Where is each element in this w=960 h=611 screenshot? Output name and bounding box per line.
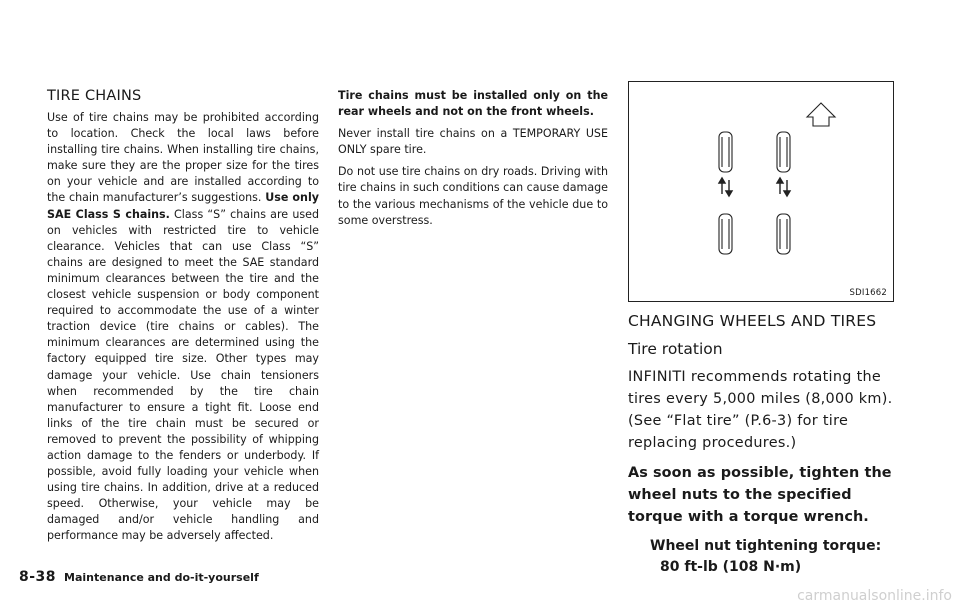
- tire-icon: [777, 132, 790, 172]
- tire-chains-heading: TIRE CHAINS: [47, 88, 142, 104]
- tire-rotation-figure: [628, 81, 894, 302]
- rotation-paragraph: INFINITI recommends rotating the tires every 5,000 miles (8,000 km). (See “Flat tire” (P.6-3) for tire replacing procedures.): [628, 369, 893, 451]
- torque-warning: As soon as possible, tighten the wheel nuts to the specified torque with a torque wrench.: [628, 465, 892, 525]
- page-number: 8-38: [19, 569, 57, 585]
- sae-class-s-note: Use only SAE Class S chains.: [47, 191, 319, 221]
- tire-rotation-diagram: [629, 82, 893, 301]
- watermark: carmanualsonline.info: [797, 588, 952, 604]
- tire-chains-column: [47, 88, 319, 551]
- dry-roads-note: Do not use tire chains on dry roads. Driving with tire chains in such conditions can cause damage to the various mechanisms of the vehicle due to some overstress.: [338, 165, 608, 227]
- tire-rotation-subheading: Tire rotation: [628, 340, 723, 358]
- tire-chains-column-2: [338, 88, 608, 235]
- torque-label: Wheel nut tightening torque:: [650, 538, 882, 554]
- figure-label: SDI1662: [849, 288, 887, 298]
- changing-wheels-column: [628, 312, 896, 578]
- tire-icon: [719, 214, 732, 254]
- swap-arrow-icon: [777, 178, 790, 196]
- front-arrow-icon: [807, 103, 835, 126]
- tire-chains-paragraph: Use of tire chains may be prohibited according to location. Check the local laws before installing tire chains. When installing tire chains, make sure they are the proper size for the tires on your vehicle and are installed according to the chain manufacturer’s suggestions. Use only SAE Class S chains. Class “S” chains are used on vehicles with restricted tire to vehicle clearance. Vehicles that can use Class “S” chains are designed to meet the SAE standard minimum clearances between the tire and the closest vehicle suspension or body component required to accommodate the use of a winter traction device (tire chains or cables). The minimum clearances are determined using the factory equipped tire size. Other types may damage your vehicle. Use chain tensioners when recommended by the tire chain manufacturer to ensure a tight fit. Loose end links of the tire chain must be secured or removed to prevent the possibility of whipping action damage to the fenders or underbody. If possible, avoid fully loading your vehicle when using tire chains. In addition, drive at a reduced speed. Otherwise, your vehicle may be damaged and/or vehicle handling and performance may be adversely affected.: [47, 111, 319, 543]
- temporary-spare-note: Never install tire chains on a TEMPORARY USE ONLY spare tire.: [338, 127, 608, 157]
- section-name: Maintenance and do-it-yourself: [64, 571, 259, 584]
- swap-arrow-icon: [719, 178, 732, 196]
- torque-value: 80 ft-lb (108 N·m): [660, 559, 802, 575]
- tire-icon: [719, 132, 732, 172]
- changing-wheels-heading: CHANGING WHEELS AND TIRES: [628, 312, 877, 330]
- tire-icon: [777, 214, 790, 254]
- page-footer: [19, 569, 259, 585]
- rear-wheels-warning: Tire chains must be installed only on the rear wheels and not on the front wheels.: [338, 89, 608, 119]
